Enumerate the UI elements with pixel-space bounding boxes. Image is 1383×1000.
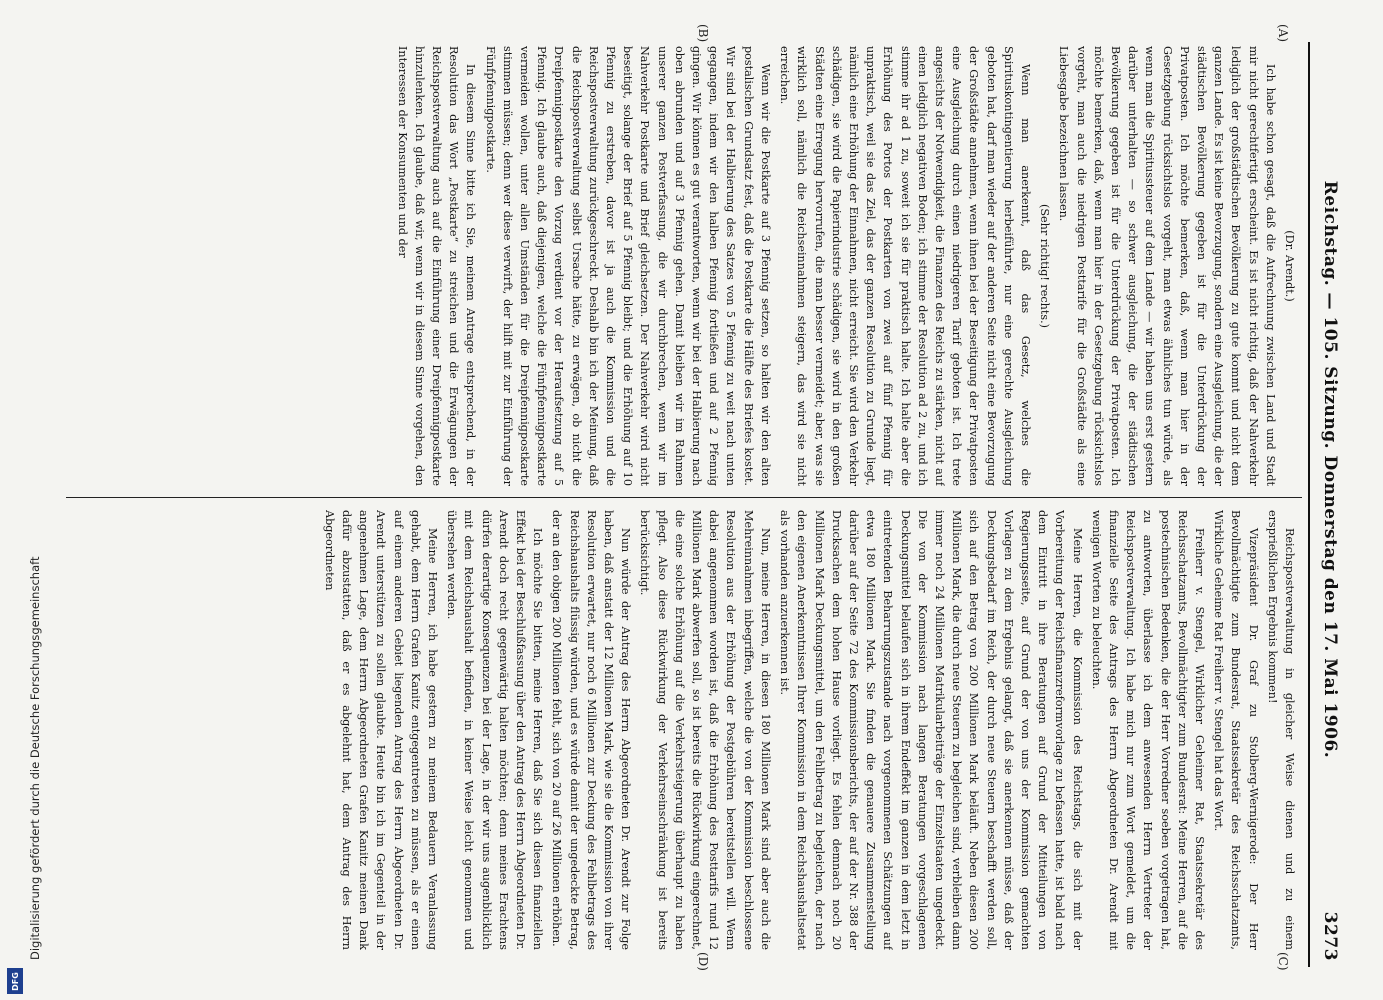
interjection: (Sehr richtig! rechts.) [1038,203,1052,329]
paragraph: Vizepräsident Dr. Graf zu Stolberg-Wernigerode: Der Herr Bevollmächtigte zum Bundesrat, Staatssekretär des Reichsschatzamts, Wirkliche Geheime Rat Freiherr v. Stengel hat das Wort. [1212,510,1260,950]
paragraph: In diesem Sinne bitte ich Sie, meinem Antrage entsprechend, in der Resolution das Wort „Postkarte“ zu streichen und die Erwägungen der Reichspostverwaltung auch auf die Einführung einer Dreipfennigpostkarte hinzulenken. Ich glaube, daß wir, wenn wir in diesem Sinne vorgehen, den Interessen der Konsumenten und der [395,46,478,486]
funding-note: Digitalisierung gefördert durch die Deutsche Forschungsgemeinschaft [28,556,42,960]
column-divider [66,497,1302,498]
right-column [66,510,1298,950]
rotated-sheet [60,22,1350,977]
paragraph: Meine Herren, ich habe gestern zu meinem Bedauern Veranlassung gehabt, dem Herrn Grafen Kanitz entgegentreten zu müssen, als er einen auf einem anderen Gebiet liegenden Antrag des Herrn Abgeordneten Dr. Arendt unterstützen zu sollen glaubte. Heute bin ich im Gegenteil in der angenehmen Lage, dem Herrn Abgeordneten Grafen Kanitz meinen Dank dafür abzustatten, daß er es abgelehnt hat, dem Antrag des Herrn Abgeordneten [322,510,440,950]
paragraph: Ich habe schon gesagt, daß die Aufrechnung zwischen Land und Stadt mir nicht gerechtfertigt erscheint. Es ist nicht richtig, daß der Nahverkehr lediglich der großstädtischen Bevölkerung zu gute kommt und nicht dem ganzen Lande. Es ist keine Bevorzugung, sondern eine Ausgleichung, die der städtischen Bevölkerung gegeben ist für die Unterdrückung der Privatposten. Ich möchte bemerken, daß, wenn man hier in der Gesetzgebung rücksichtslos vorgeht, man etwas ähnliches tun würde, als wenn man die Spiritussteuer auf dem Lande — wir haben uns erst gestern darüber unterhalten — so schwer ausgleichung, die der städtischen Bevölkerung gegeben ist für die Unterdrückung der Privatposten. Ich möchte bemerken, daß, wenn man hier in der Gesetzgebung rücksichtslos vorgeht, man auch die niedrigen Posttarife für die Großstädte als eine Liebesgabe bezeichnen lassen. [1057,46,1277,486]
marker-d: (D) [696,952,710,971]
paragraph: Nun würde der Antrag des Herrn Abgeordneten Dr. Arendt zur Folge haben, daß anstatt der 12 Millionen Mark, wie sie die Kommission von ihrer Resolution erwartet, nur noch 6 Millionen zur Deckung des Fehlbetrags des Reichshaushalts flüssig würden, und es würde damit der ungedeckte Betrag, der an den obigen 200 Millionen fehlt, sich von 20 auf 26 Millionen erhöhen. [550,510,633,950]
page-header [1308,42,1346,967]
paragraph: Meine Herren, die Kommission des Reichstags, die sich mit der Vorbereitung der Reichsfinanzreformvorlage zu befassen hatte, ist bald nach dem Eintritt in ihre Beratungen auf Grund der Mitteilungen von Regierungsseite, auf Grund der von uns der Kommission gemachten Vorlagen zu dem Ergebnis gelangt, daß sie anerkennen müsse, daß der Deckungsbedarf im Reich, der durch neue Steuern beschafft werden soll, sich auf den Betrag von 200 Millionen Mark beläuft. Neben diesen 200 Millionen Mark, die durch neue Steuern zu begleichen sind, verbleiben dann immer noch 24 Millionen Matrikularbeiträge der Einzelstaaten ungedeckt. Die von der Kommission nach langen Beratungen vorgeschlagenen Deckungsmittel belaufen sich in ihrem Endeffekt im ganzen in dem letzt in eintretenden Beharrungszustande nach vorgenommenen Schätzungen auf etwa 180 Millionen Mark. Sie finden die genauere Zusammenstellung darüber auf der Seite 72 des Kommissionsberichts, der auf der Nr. 388 der Drucksachen dem hohen Hause vorliegt. Es fehlen demnach noch 20 Millionen Mark Deckungsmittel, um den Fehlbetrag zu begleichen, der nach den eigenen Anerkenntnissen Ihrer Kommission in dem Reichshaushaltsetat als vorhanden anzuerkennen ist. [778,510,1084,950]
dfg-logo-text: DFG [10,971,20,991]
paragraph: Wenn man anerkennt, daß das Gesetz, welches die Spirituskontingentierung herbeiführte, nur eine gerechte Ausgleichung geboten hat, darf man wieder auf der anderen Seite nicht eine Bevorzugung der Großstädte annehmen, wenn ihnen bei der Beseitigung der Privatposten eine Ausgleichung durch einen niedrigeren Tarif geboten ist. Ich trete angesichts der Notwendigkeit, die Finanzen des Reichs zu stärken, nicht auf einen lediglich negativen Boden; ich stimme der Resolution ad 2 zu, und ich stimme ihr ad 1 zu, soweit ich sie für praktisch halte. Ich halte aber die Erhöhung des Portos der Postkarten von zwei auf fünf Pfennig für unpraktisch, weil sie das Ziel, das der ganzen Resolution zu Grunde liegt, nämlich eine Erhöhung der Einnahmen, nicht erreicht. Sie wird den Verkehr schädigen, sie wird die Papierindustrie schädigen, sie wird in den großen Städten eine Erregung hervorrufen, die man besser vermeidet; aber, was sie wirklich soll, nämlich die Reichseinnahmen steigern, das wird sie nicht erreichen. [778,46,1032,486]
paragraph: Wenn wir die Postkarte auf 3 Pfennig setzen, so halten wir den alten postalischen Grundsatz fest, daß die Postkarte die Hälfte des Briefes kostet. Wir sind bei der Halbierung des Satzes von 5 Pfennig zu weit nach unten gegangen, indem wir den halben Pfennig fortließen und auf 2 Pfennig gingen. Wir können es gut verantworten, wenn wir bei der Halbierung nach oben abrunden und auf 3 Pfennig gehen. Damit bleiben wir im Rahmen unserer ganzen Postverfassung, die wir durchbrechen, wenn wir im Nahverkehr Postkarte und Brief gleichsetzen. Der Nahverkehr wird nicht beseitigt, solange der Brief auf 5 Pfennig bleibt; und die Erhöhung auf 10 Pfennig zu erstreben, davor ist ja auch die Kommission und die Reichspostverwaltung zurückgeschreckt. Deshalb bin ich der Meinung, daß die Reichspostverwaltung selbst Ursache hätte, zu erwägen, ob nicht die Dreipfennigpostkarte den Vorzug verdient vor der Heraufsetzung auf 5 Pfennig. Ich glaube auch, daß diejenigen, welche die Fünfpfennigpostkarte vermeiden wollen, unter allen Umständen für die Dreipfennigpostkarte stimmen müssen; denn wer diese verwirft, der hilft mit zur Einführung der Fünfpfennigpostkarte. [483,46,772,486]
marker-c: (C) [1276,952,1290,971]
page-number: 3273 [1320,911,1340,961]
sidebar-credit [6,20,42,980]
left-column [66,46,1298,486]
paragraph: Reichspostverwaltung in gleicher Weise dienen und zu einem ersprießlichen Ergebnis kommen! [1265,510,1296,950]
dfg-logo [7,968,23,994]
document-page [60,22,1350,977]
paragraph: Nun, meine Herren, in diesen 180 Millionen Mark sind aber auch die Mehreinnahmen inbegriffen, welche die von der Kommission beschlossene Resolution aus der Erhöhung der Postgebühren bereitstellen will. Wenn dabei angenommen worden ist, daß die Erhöhung des Posttarifs rund 12 Millionen Mark abwerfen soll, so ist bereits die Rückwirkung eingerechnet, die eine solche Erhöhung auf die Verkehrsteigerung überhaupt zu haben pflegt. Also diese Rückwirkung der Verkehrseinschränkung ist bereits berücksichtigt. [638,510,772,950]
speaker-label: (Dr. Arendt.) [1283,230,1296,302]
marker-a: (A) [1276,24,1290,43]
page-title: Reichstag. — 105. Sitzung. Donnerstag den 17. Mai 1906. [1320,180,1340,759]
paragraph: Ich möchte Sie bitten, meine Herren, daß Sie sich diesen finanziellen Effekt bei der Beschlußfassung über den Antrag des Herrn Abgeordneten Dr. Arendt doch recht gegenwärtig halten möchten; denn meines Erachtens dürfen derartige Konsequenzen bei der Lage, in der wir uns augenblicklich mit dem Reichshaushalt befinden, in keiner Weise leicht genommen und übersehen werden. [445,510,545,950]
paragraph: Freiherr v. Stengel, Wirklicher Geheimer Rat, Staatssekretär des Reichsschatzamts, Bevollmächtigter zum Bundesrat: Meine Herren, auf die postechnischen Bedenken, die der Herr Vorredner soeben vorgetragen hat, zu antworten, überlasse ich dem anwesenden Herrn Vertreter der Reichspostverwaltung. Ich habe mich nur zum Wort gemeldet, um die finanzielle Seite des Antrags des Herrn Abgeordneten Dr. Arendt mit wenigen Worten zu beleuchten. [1089,510,1206,950]
marker-b: (B) [696,24,710,43]
